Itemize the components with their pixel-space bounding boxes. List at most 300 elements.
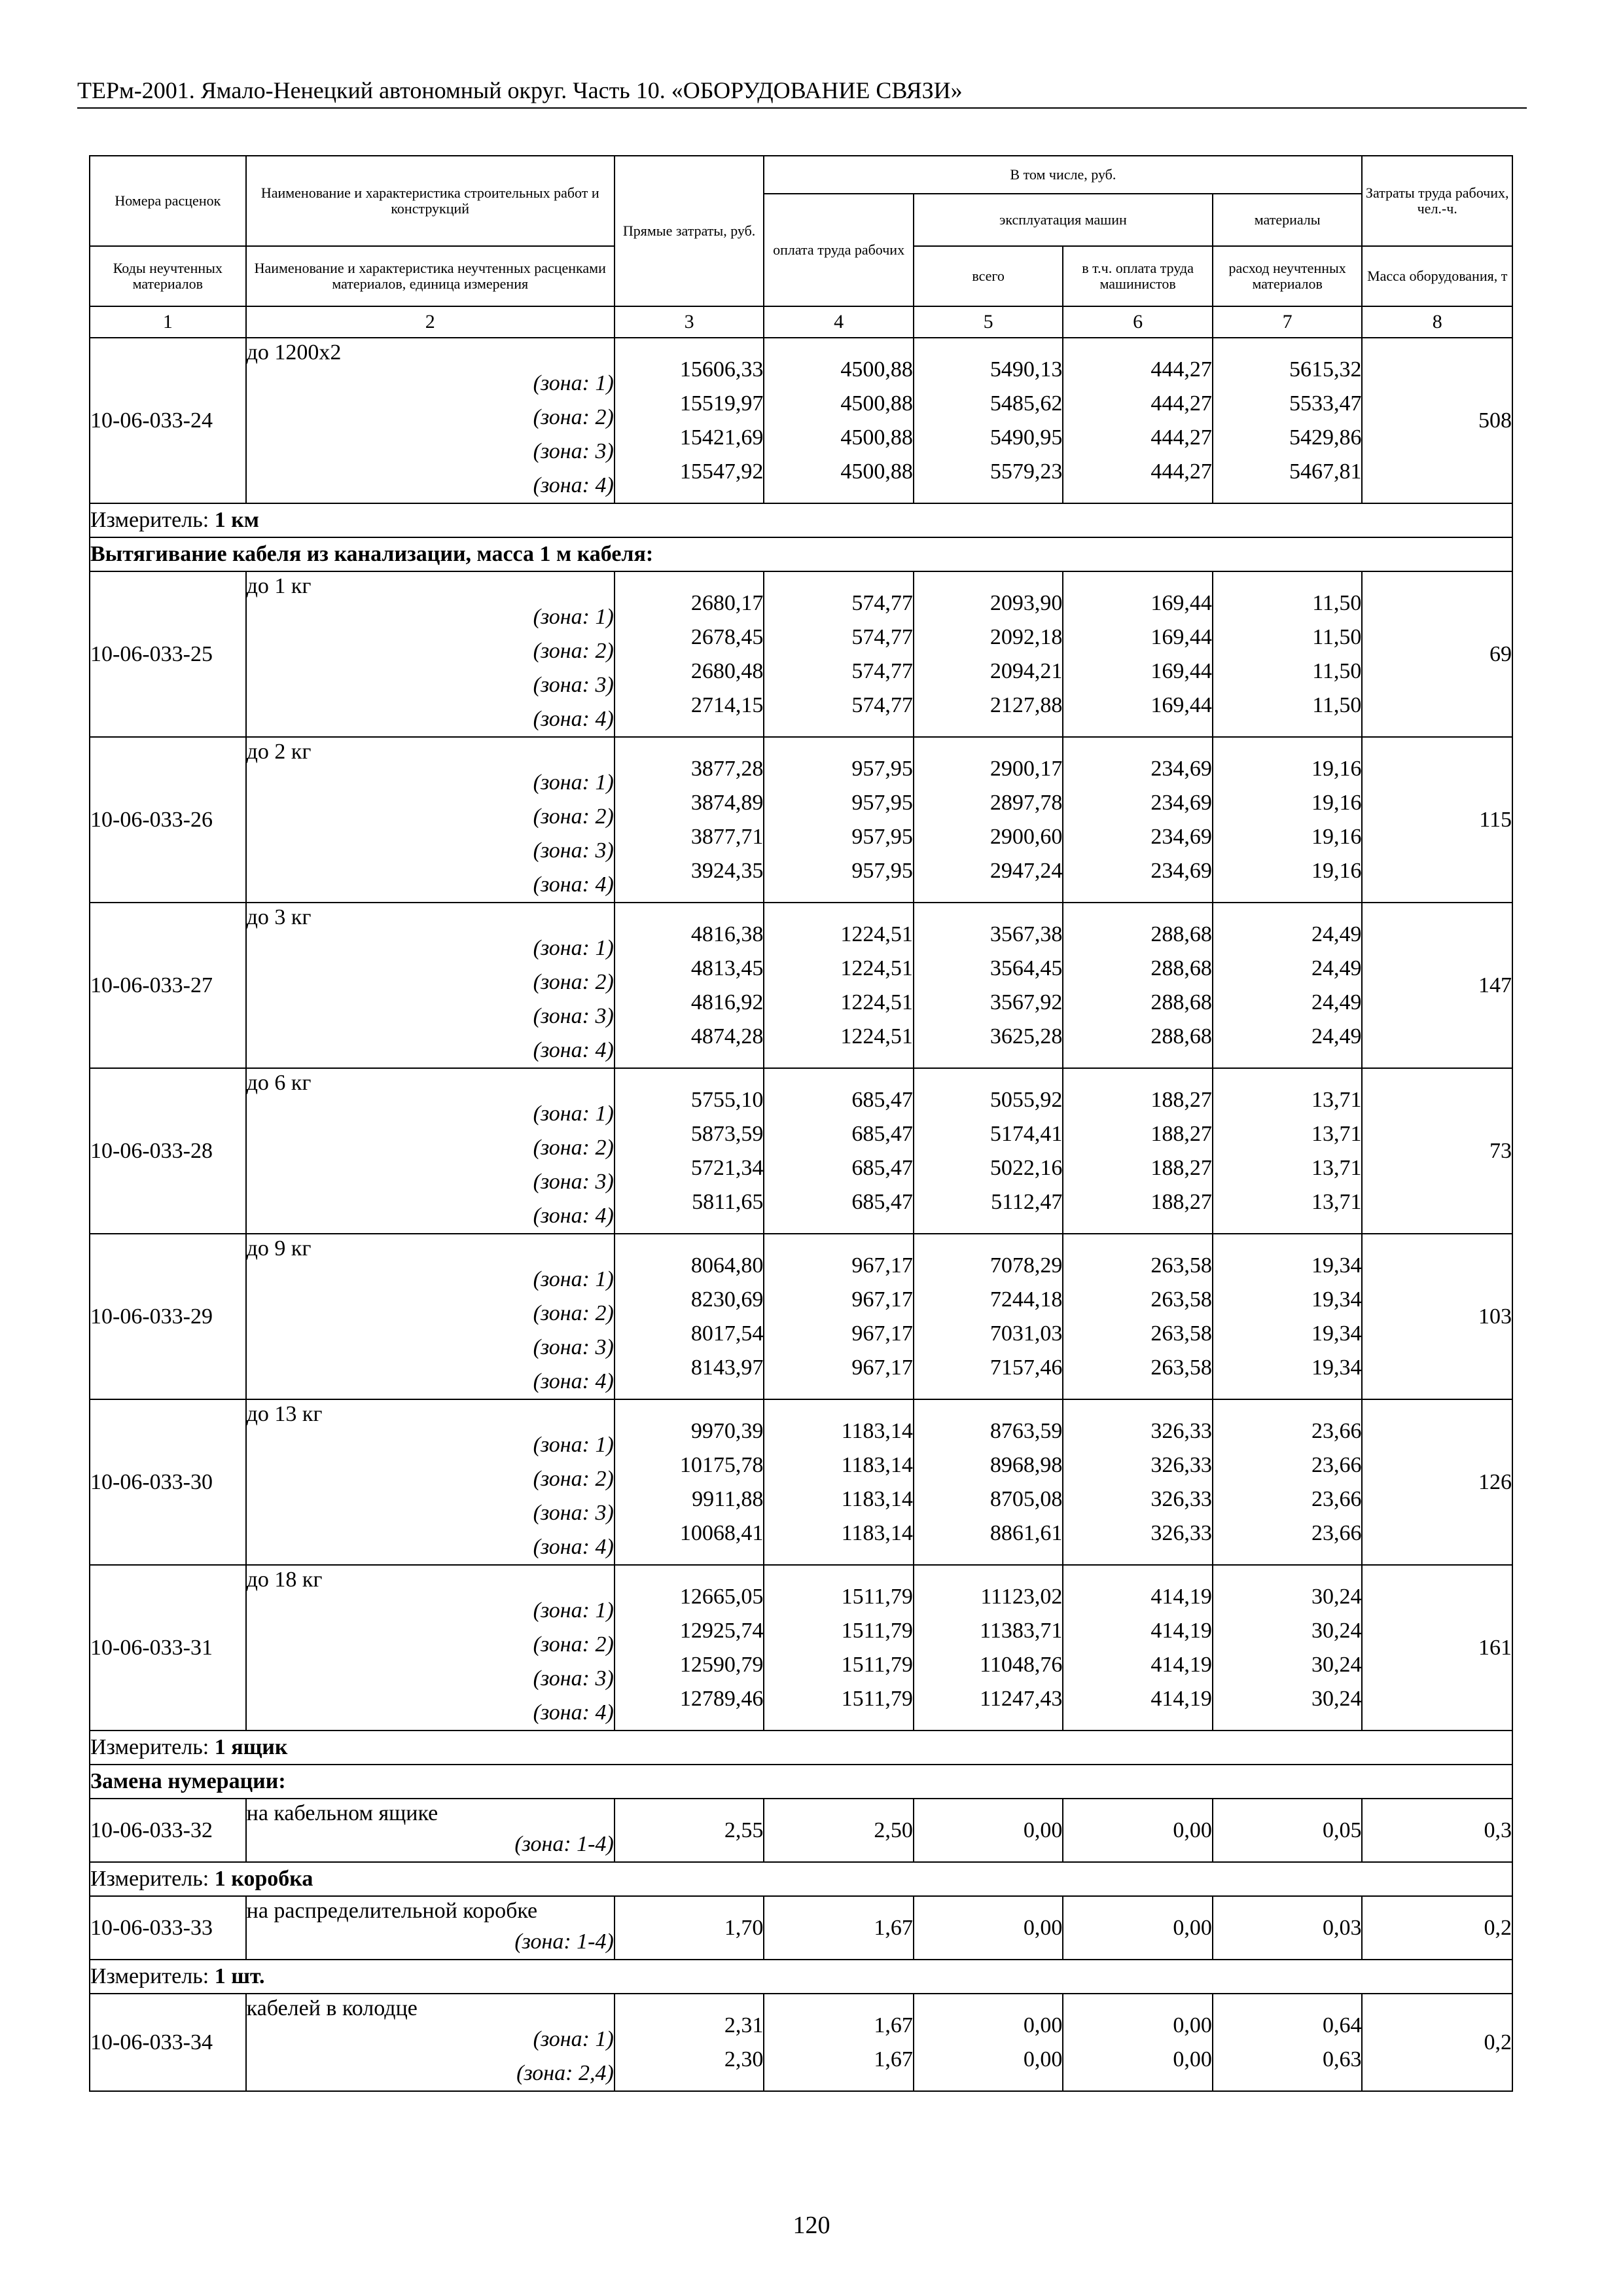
value-cell [1063,571,1213,737]
value: 5055,92 [990,1087,1063,1112]
col-header-including: В том числе, руб. [764,156,1362,194]
value-cell [1063,1234,1213,1399]
rate-row [90,571,1512,737]
rate-name: кабелей в колодце [246,1996,418,2020]
value: 169,44 [1150,658,1212,683]
value: 188,27 [1150,1155,1212,1180]
rate-name-cell [246,1799,615,1862]
zone-label: (зона: 2) [533,405,614,429]
value: 3567,92 [990,990,1063,1014]
rate-name-cell [246,1234,615,1399]
mass-value: 0,3 [1362,1799,1512,1862]
zone-label: (зона: 1) [533,1102,614,1126]
value: 2900,60 [990,824,1063,849]
zone-label: (зона: 4) [533,1038,614,1062]
value: 0,63 [1322,2047,1362,2072]
value: 5485,62 [990,391,1063,416]
value: 8763,59 [990,1418,1063,1443]
zone-label: (зона: 2) [533,1632,614,1657]
value: 326,33 [1150,1520,1212,1545]
value: 414,19 [1150,1584,1212,1609]
rate-name: до 13 кг [246,1402,323,1426]
zone-label: (зона: 3) [533,673,614,697]
col-header-material-codes: Коды неучтенных материалов [90,246,246,306]
value-cell [615,1896,764,1960]
value: 1224,51 [840,990,913,1014]
value: 2897,78 [990,790,1063,815]
zone-label: (зона: 1) [533,770,614,795]
value: 1511,79 [841,1618,913,1643]
value: 288,68 [1150,990,1212,1014]
mass-value: 69 [1362,571,1512,737]
value-cell [914,1896,1063,1960]
page-header: ТЕРм-2001. Ямало-Ненецкий автономный округ. Часть 10. «ОБОРУДОВАНИЕ СВЯЗИ» [77,76,1527,109]
value: 444,27 [1150,459,1212,484]
value: 4500,88 [840,459,913,484]
value-cell [1063,1799,1213,1862]
column-number: 7 [1213,306,1363,338]
value: 1511,79 [841,1584,913,1609]
col-header-machine-operation: эксплуатация машин [914,194,1213,246]
value: 4500,88 [840,357,913,382]
measure-label: Измеритель: [90,508,209,532]
value-cell [1213,1234,1363,1399]
value: 967,17 [851,1287,913,1312]
value: 11383,71 [980,1618,1063,1643]
value: 0,00 [1023,2047,1063,2072]
rate-name-cell [246,1896,615,1960]
mass-value: 0,2 [1362,1994,1512,2091]
value: 23,66 [1311,1452,1362,1477]
col-header-equipment-mass: Масса оборудования, т [1362,246,1512,306]
value: 19,16 [1311,858,1362,883]
rate-name-cell [246,1994,615,2091]
col-header-machine-total: всего [914,246,1063,306]
value: 8017,54 [690,1321,764,1346]
value: 13,71 [1311,1121,1362,1146]
zone-label: (зона: 2) [533,1467,614,1491]
value: 188,27 [1150,1189,1212,1214]
value: 2092,18 [990,624,1063,649]
rate-row [90,1399,1512,1565]
value: 2094,21 [990,658,1063,683]
section-row [90,537,1512,571]
value: 19,34 [1311,1355,1362,1380]
value-cell [1063,1068,1213,1234]
value: 0,64 [1322,2013,1362,2037]
column-number-row [90,306,1512,338]
section-title: Замена нумерации: [90,1765,1512,1799]
rate-row [90,338,1512,503]
value: 24,49 [1311,956,1362,980]
value: 0,00 [1173,1818,1212,1842]
value-cell [1213,737,1363,903]
value: 12789,46 [679,1686,764,1711]
rate-row [90,1896,1512,1960]
mass-value: 103 [1362,1234,1512,1399]
column-number: 4 [764,306,914,338]
value: 444,27 [1150,357,1212,382]
value: 1,67 [874,2013,913,2037]
value: 11247,43 [980,1686,1063,1711]
value: 1183,14 [841,1452,913,1477]
value-cell [764,338,914,503]
value: 263,58 [1150,1253,1212,1278]
value-cell [764,1896,914,1960]
col-header-material-names: Наименование и характеристика неучтенных расценками материалов, единица измерения [246,246,615,306]
value-cell [1063,1896,1213,1960]
value-cell [914,1399,1063,1565]
value: 5579,23 [990,459,1063,484]
zone-label: (зона: 1) [533,371,614,395]
value: 8705,08 [990,1486,1063,1511]
zone-label: (зона: 3) [533,1335,614,1359]
value: 11,50 [1312,692,1362,717]
mass-value: 161 [1362,1565,1512,1731]
value: 7031,03 [990,1321,1063,1346]
mass-value: 0,2 [1362,1896,1512,1960]
zone-label: (зона: 2) [533,970,614,994]
value: 5022,16 [990,1155,1063,1180]
rate-name: на кабельном ящике [246,1801,438,1825]
value-cell [914,338,1063,503]
zone-label: (зона: 4) [533,1535,614,1559]
rate-code: 10-06-033-27 [90,903,246,1068]
value: 12925,74 [679,1618,764,1643]
value-cell [615,1399,764,1565]
rate-name: до 1 кг [246,574,312,598]
value: 7078,29 [990,1253,1063,1278]
column-number: 8 [1362,306,1512,338]
value: 1511,79 [841,1652,913,1677]
value: 414,19 [1150,1618,1212,1643]
value-cell [764,1234,914,1399]
value-cell [1063,338,1213,503]
value: 0,00 [1023,1818,1063,1842]
value-cell [914,1234,1063,1399]
value-cell [764,1565,914,1731]
value-cell [1213,1399,1363,1565]
value: 11123,02 [980,1584,1063,1609]
value: 288,68 [1150,956,1212,980]
value: 24,49 [1311,1024,1362,1049]
zone-label: (зона: 4) [533,1700,614,1725]
value-cell [1063,903,1213,1068]
measure-label: Измеритель: [90,1735,209,1759]
value: 957,95 [851,824,913,849]
column-number: 2 [246,306,615,338]
value: 12665,05 [679,1584,764,1609]
rate-name-cell [246,1068,615,1234]
value-cell [615,1799,764,1862]
value: 15519,97 [679,391,764,416]
value: 11048,76 [980,1652,1063,1677]
value-cell [914,1799,1063,1862]
value: 967,17 [851,1355,913,1380]
value: 4816,38 [690,922,764,946]
value: 1224,51 [840,956,913,980]
rate-row [90,1068,1512,1234]
value: 5429,86 [1289,425,1362,450]
value: 13,71 [1311,1087,1362,1112]
rate-row [90,737,1512,903]
value: 188,27 [1150,1087,1212,1112]
zone-label: (зона: 2) [533,639,614,663]
zone-label: (зона: 1) [533,1433,614,1457]
rate-name-cell [246,903,615,1068]
value: 7244,18 [990,1287,1063,1312]
value: 2,55 [724,1818,764,1842]
col-header-name: Наименование и характеристика строительных работ и конструкций [246,156,615,246]
value: 5490,13 [990,357,1063,382]
rate-row [90,1799,1512,1862]
value: 2,31 [724,2013,764,2037]
value-cell [1213,1565,1363,1731]
col-header-material-consumption: расход неучтенных материалов [1213,246,1363,306]
value: 188,27 [1150,1121,1212,1146]
value: 5873,59 [690,1121,764,1146]
measure-unit [90,1731,1512,1765]
value: 2,50 [874,1818,913,1842]
rates-table [89,155,1513,2092]
value: 11,50 [1312,624,1362,649]
value: 685,47 [851,1155,913,1180]
rate-code: 10-06-033-25 [90,571,246,737]
rate-name: до 2 кг [246,740,312,764]
measure-row [90,1960,1512,1994]
value: 11,50 [1312,590,1362,615]
value: 444,27 [1150,425,1212,450]
measure-value: 1 шт. [214,1964,265,1988]
rate-code: 10-06-033-34 [90,1994,246,2091]
value-cell [914,903,1063,1068]
col-header-worker-pay: оплата труда рабочих [764,194,914,306]
value: 23,66 [1311,1486,1362,1511]
measure-value: 1 км [214,508,259,532]
value: 19,16 [1311,756,1362,781]
value: 234,69 [1150,824,1212,849]
value: 1,70 [724,1915,764,1940]
value-cell [914,1994,1063,2091]
rate-code: 10-06-033-30 [90,1399,246,1565]
measure-row [90,1862,1512,1896]
value: 19,34 [1311,1287,1362,1312]
value: 24,49 [1311,922,1362,946]
value-cell [914,571,1063,737]
value: 19,34 [1311,1321,1362,1346]
value: 685,47 [851,1121,913,1146]
value: 4500,88 [840,425,913,450]
value: 19,16 [1311,790,1362,815]
rate-row [90,903,1512,1068]
zone-label: (зона: 1) [533,1267,614,1291]
value: 234,69 [1150,858,1212,883]
col-header-operator-pay: в т.ч. оплата труда машинистов [1063,246,1213,306]
rate-row [90,1565,1512,1731]
value: 3625,28 [990,1024,1063,1049]
value: 2947,24 [990,858,1063,883]
value-cell [1063,1399,1213,1565]
value: 685,47 [851,1087,913,1112]
value-cell [1213,1799,1363,1862]
value-cell [1063,1565,1213,1731]
mass-value: 126 [1362,1399,1512,1565]
value: 574,77 [851,590,913,615]
value: 288,68 [1150,922,1212,946]
column-number: 3 [615,306,764,338]
value: 5533,47 [1289,391,1362,416]
value: 444,27 [1150,391,1212,416]
value: 13,71 [1311,1189,1362,1214]
value-cell [615,1994,764,2091]
value: 30,24 [1311,1618,1362,1643]
value-cell [1063,737,1213,903]
rate-code: 10-06-033-31 [90,1565,246,1731]
value: 957,95 [851,756,913,781]
value-cell [1213,1068,1363,1234]
rate-name: до 18 кг [246,1568,323,1592]
value: 3924,35 [690,858,764,883]
value: 0,00 [1173,2047,1212,2072]
value: 5490,95 [990,425,1063,450]
value: 3874,89 [690,790,764,815]
value: 24,49 [1311,990,1362,1014]
value: 574,77 [851,624,913,649]
value: 234,69 [1150,756,1212,781]
col-header-codes: Номера расценок [90,156,246,246]
value: 7157,46 [990,1355,1063,1380]
rate-name: до 3 кг [246,905,312,929]
zone-label: (зона: 1) [533,936,614,960]
value: 15606,33 [679,357,764,382]
value: 574,77 [851,692,913,717]
mass-value: 147 [1362,903,1512,1068]
value: 169,44 [1150,624,1212,649]
value: 0,00 [1173,1915,1212,1940]
value: 19,16 [1311,824,1362,849]
zone-label: (зона: 4) [533,1204,614,1228]
value: 10068,41 [679,1520,764,1545]
page-number: 120 [793,2212,830,2239]
value-cell [615,338,764,503]
zone-label: (зона: 2) [533,1301,614,1325]
value: 0,05 [1322,1818,1362,1842]
section-title: Вытягивание кабеля из канализации, масса 1 м кабеля: [90,537,1512,571]
value: 2680,48 [690,658,764,683]
measure-unit [90,503,1512,537]
value: 12590,79 [679,1652,764,1677]
section-row [90,1765,1512,1799]
value: 5811,65 [692,1189,764,1214]
value-cell [764,1994,914,2091]
mass-value: 508 [1362,338,1512,503]
value: 8143,97 [690,1355,764,1380]
value: 3567,38 [990,922,1063,946]
value: 30,24 [1311,1652,1362,1677]
value: 326,33 [1150,1486,1212,1511]
rate-code: 10-06-033-33 [90,1896,246,1960]
value-cell [615,1068,764,1234]
value: 2678,45 [690,624,764,649]
value: 326,33 [1150,1452,1212,1477]
col-header-direct-costs: Прямые затраты, руб. [615,156,764,306]
zone-label: (зона: 4) [533,872,614,897]
value: 263,58 [1150,1321,1212,1346]
rate-name: до 6 кг [246,1071,312,1095]
value-cell [1213,1994,1363,2091]
value: 967,17 [851,1253,913,1278]
value: 13,71 [1311,1155,1362,1180]
value: 8064,80 [690,1253,764,1278]
measure-unit [90,1960,1512,1994]
value: 23,66 [1311,1418,1362,1443]
value: 1183,14 [841,1418,913,1443]
zone-label: (зона: 3) [533,1170,614,1194]
value: 1,67 [874,1915,913,1940]
value: 967,17 [851,1321,913,1346]
zone-label: (зона: 3) [533,1004,614,1028]
measure-value: 1 коробка [214,1867,313,1891]
value-cell [914,737,1063,903]
value: 9970,39 [690,1418,764,1443]
rate-name: до 1200х2 [246,340,342,365]
value: 685,47 [851,1189,913,1214]
value: 414,19 [1150,1652,1212,1677]
value: 2714,15 [690,692,764,717]
measure-unit [90,1862,1512,1896]
rate-row [90,1234,1512,1399]
zone-label: (зона: 2) [533,804,614,829]
value-cell [914,1068,1063,1234]
value: 10175,78 [679,1452,764,1477]
value: 3877,28 [690,756,764,781]
rate-code: 10-06-033-28 [90,1068,246,1234]
zone-label: (зона: 1-4) [514,1832,614,1856]
mass-value: 115 [1362,737,1512,903]
value: 5174,41 [990,1121,1063,1146]
value: 3877,71 [690,824,764,849]
value-cell [1213,571,1363,737]
value-cell [764,737,914,903]
value-cell [764,1068,914,1234]
value: 1224,51 [840,922,913,946]
value: 8861,61 [990,1520,1063,1545]
value: 263,58 [1150,1287,1212,1312]
column-number: 5 [914,306,1063,338]
value: 263,58 [1150,1355,1212,1380]
value: 2900,17 [990,756,1063,781]
column-number: 6 [1063,306,1213,338]
value-cell [764,1799,914,1862]
rate-name-cell [246,338,615,503]
rate-name-cell [246,1399,615,1565]
value: 5615,32 [1289,357,1362,382]
zone-label: (зона: 1) [533,2027,614,2051]
value-cell [764,571,914,737]
value: 0,00 [1173,2013,1212,2037]
value: 169,44 [1150,692,1212,717]
value-cell [615,571,764,737]
value-cell [1213,1896,1363,1960]
value: 8230,69 [690,1287,764,1312]
value: 1,67 [874,2047,913,2072]
zone-label: (зона: 4) [533,473,614,497]
measure-label: Измеритель: [90,1964,209,1988]
rate-name: на распределительной коробке [246,1899,538,1923]
value: 574,77 [851,658,913,683]
value-cell [764,903,914,1068]
value-cell [615,737,764,903]
